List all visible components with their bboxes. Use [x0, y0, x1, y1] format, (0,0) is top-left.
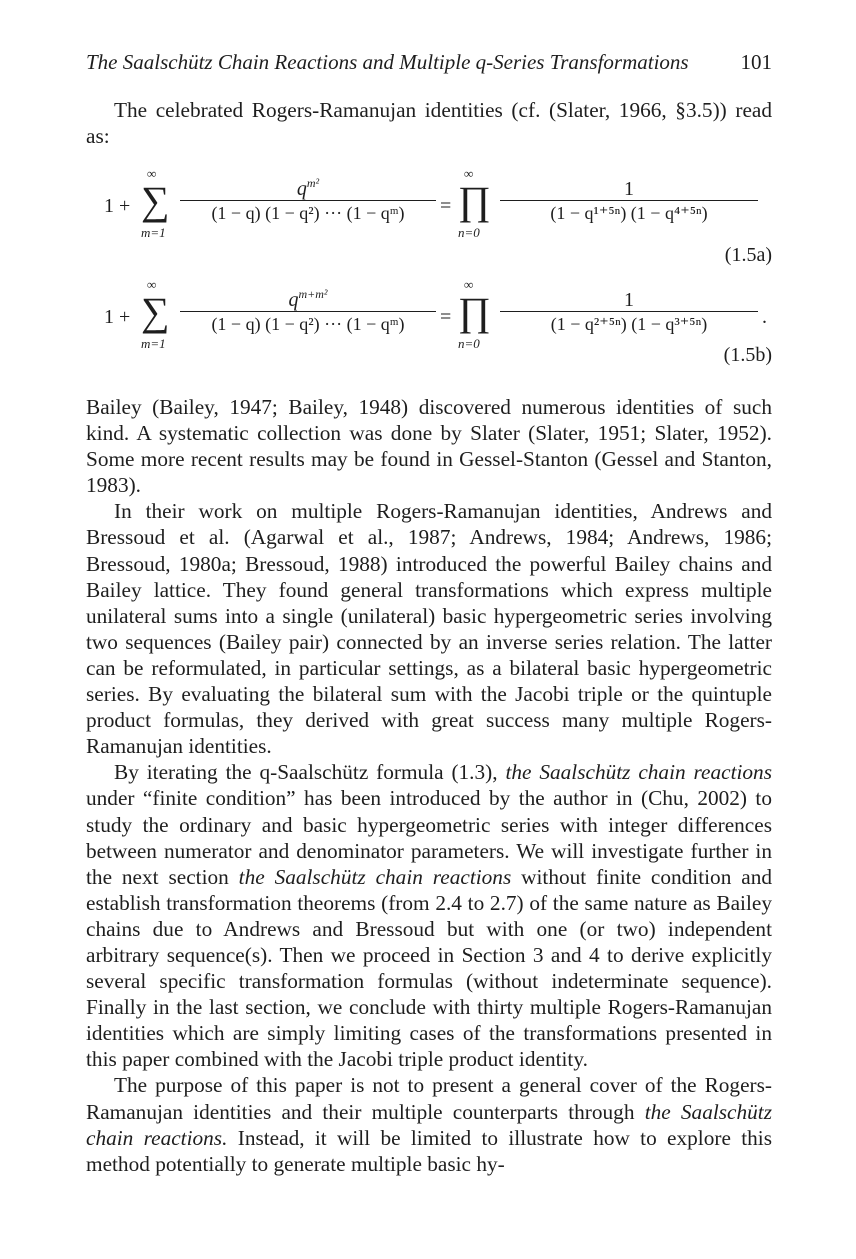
sum-numerator: $q^{m+m^2}$	[288, 287, 328, 311]
product-denominator: (1 − q²⁺⁵ⁿ) (1 − q³⁺⁵ⁿ)	[550, 314, 708, 334]
one-plus: 1 +	[104, 195, 131, 217]
sum-symbol: ∑	[141, 289, 170, 334]
product-numerator: 1	[624, 178, 634, 200]
paragraph-purpose: The purpose of this paper is not to present a general cover of the Rogers-Ramanujan identities and their multiple counterparts through the Saalschütz chain reactions. Instead, it will be limited to illustrate how to explore this method potentially to generate multiple basic hy-	[86, 1073, 773, 1176]
intro-paragraph	[86, 97, 772, 149]
emphasis: the Saalschütz chain reactions	[238, 864, 512, 889]
running-header	[86, 50, 772, 75]
product-lower-limit: n=0	[458, 336, 480, 351]
paragraph-bailey: Bailey (Bailey, 1947; Bailey, 1948) discovered numerous identities of such kind. A systematic collection was done by Slater (Slater, 1951; Slater, 1952). Some more recent results may be found in Gessel-Stanton (Gessel and Stanton, 1983).	[86, 395, 772, 498]
sum-upper-limit: ∞	[147, 277, 157, 292]
main-text	[86, 394, 772, 1177]
product-denominator: (1 − q¹⁺⁵ⁿ) (1 − q⁴⁺⁵ⁿ)	[550, 203, 708, 223]
product-numerator: 1	[624, 289, 634, 311]
equals-sign: =	[440, 306, 452, 328]
emphasis: the Saalschütz chain reactions.	[86, 1099, 773, 1150]
running-title: The Saalschütz Chain Reactions and Multiple q-Series Transformations	[86, 50, 689, 74]
equation-label: (1.5b)	[723, 344, 772, 366]
page-number: 101	[740, 50, 772, 74]
sum-denominator: (1 − q) (1 − q²) ··· (1 − qᵐ)	[211, 203, 405, 223]
product-symbol: ∏	[458, 289, 491, 334]
product-fraction	[500, 178, 758, 223]
product-upper-limit: ∞	[464, 166, 474, 181]
equation-1-5a	[104, 166, 772, 266]
emphasis: the Saalschütz chain reactions	[505, 760, 772, 785]
equals-sign: =	[440, 195, 452, 217]
one-plus: 1 +	[104, 306, 131, 328]
sum-numerator: $q^{m^2}$	[296, 176, 320, 200]
sum-denominator: (1 − q) (1 − q²) ··· (1 − qᵐ)	[211, 314, 405, 334]
paragraph-andrews-bressoud: In their work on multiple Rogers-Ramanujan identities, Andrews and Bressoud et al. (Agarwal et al., 1987; Andrews, 1984; Andrews, 1986; Bressoud, 1980a; Bressoud, 1988) introduced the powerful Bailey chains and Bailey lattice. They found general transformations which express multiple unilateral sums into a single (unilateral) basic hypergeometric series involving two sequences (Bailey pair) connected by an inverse series relation. The latter can be reformulated, in particular settings, as a bilateral basic hypergeometric series. By evaluating the bilateral sum with the Jacobi triple or the quintuple product formulas, they derived with great success many multiple Rogers-Ramanujan identities.	[86, 499, 772, 759]
sum-symbol: ∑	[141, 178, 170, 223]
sum-upper-limit: ∞	[147, 166, 157, 181]
paragraph-saalschutz-chain: By iterating the q-Saalschütz formula (1.3), the Saalschütz chain reactions under “finite condition” has been introduced by the author in (Chu, 2002) to study the ordinary and basic hypergeometric series with integer differences between numerator and denominator parameters. We will investigate further in the next section the Saalschütz chain reactions without finite condition and establish transformation theorems (from 2.4 to 2.7) of the same nature as Bailey chains due to Andrews and Bressoud but with one (or two) independent arbitrary sequence(s). Then we proceed in Section 3 and 4 to derive explicitly several specific transformation formulas (without indeterminate sequence). Finally in the last section, we conclude with thirty multiple Rogers-Ramanujan identities which are simply limiting cases of the transformations presented in this paper combined with the Jacobi triple product identity.	[86, 760, 772, 1072]
product-lower-limit: n=0	[458, 225, 480, 240]
equation-1-5b	[104, 277, 772, 366]
equation-trailing-punct: .	[762, 306, 767, 328]
equation-label: (1.5a)	[724, 244, 772, 266]
intro-text: The celebrated Rogers-Ramanujan identities (cf. (Slater, 1966, §3.5)) read as:	[86, 98, 772, 149]
product-symbol: ∏	[458, 178, 491, 223]
product-upper-limit: ∞	[464, 277, 474, 292]
sum-lower-limit: m=1	[141, 336, 166, 351]
sum-lower-limit: m=1	[141, 225, 166, 240]
sum-fraction	[180, 178, 436, 223]
product-fraction	[500, 289, 758, 334]
sum-fraction	[180, 289, 436, 334]
